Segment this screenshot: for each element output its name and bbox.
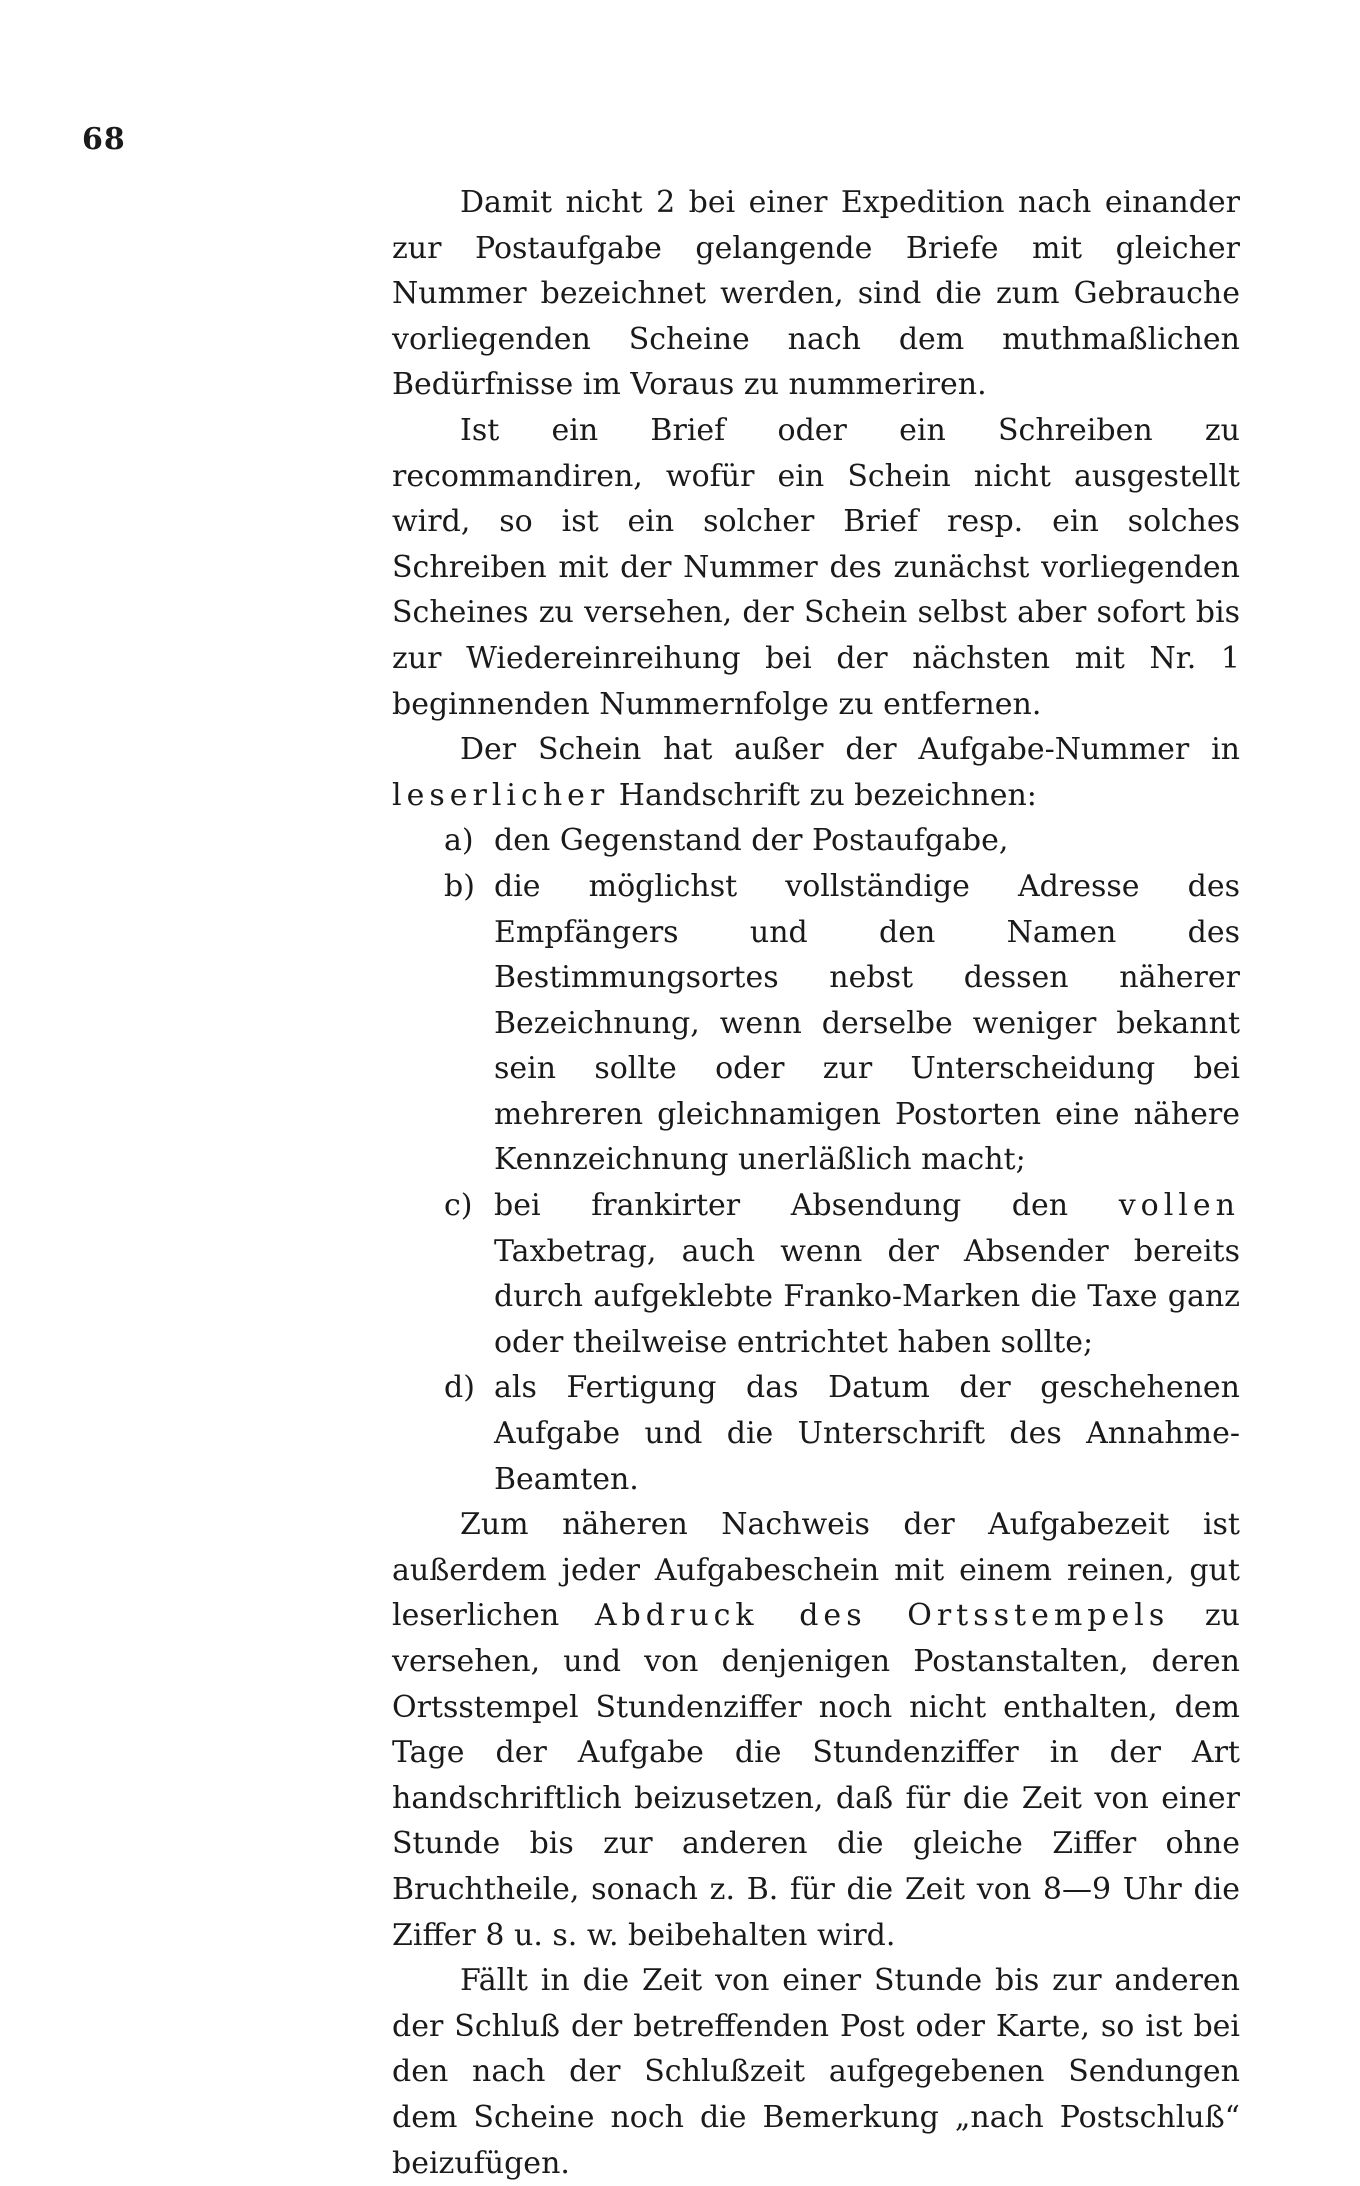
paragraph-schein-intro <box>392 727 1240 818</box>
stamp-text-before: Zum näheren Nachweis der Aufgabezeit ist außerdem jeder Aufgabeschein mit einem reinen, gut leserlichen <box>392 1507 1240 1634</box>
stamp-spaced-phrase: Abdruck des Ortsstempels <box>594 1598 1170 1634</box>
list-text-c-after: Taxbetrag, auch wenn der Absender bereits durch aufgeklebte Franko-Marken die Taxe ganz oder theilweise entrichtet haben sollte; <box>494 1233 1240 1360</box>
list-text-c-before: bei frankirter Absendung den <box>494 1188 1119 1224</box>
intro-text-before: Der Schein hat außer der Aufgabe-Nummer in <box>460 732 1240 768</box>
list-item-b <box>392 864 1240 1183</box>
list-item-a <box>392 818 1240 864</box>
list-text-b: die möglichst vollständige Adresse des Empfängers und den Namen des Bestimmungsortes nebst dessen näherer Bezeichnung, wenn derselbe weniger bekannt sein sollte oder zur Unterscheidung bei mehreren gleichnamigen Postorten eine nähere Kennzeichnung unerläßlich macht; <box>494 868 1240 1178</box>
intro-spaced-word: leserlicher <box>392 777 610 813</box>
list-text-d: als Fertigung das Datum der geschehenen Aufgabe und die Unterschrift des Annahme-Beamten. <box>494 1370 1240 1497</box>
paragraph-stamp <box>392 1502 1240 1958</box>
list-marker-d: d) <box>444 1370 475 1406</box>
list-item-d <box>392 1365 1240 1502</box>
list-marker-a: a) <box>444 823 474 859</box>
page-number: 68 <box>82 122 126 157</box>
paragraph-numbering: Damit nicht 2 bei einer Expedition nach einander zur Postaufgabe gelangende Briefe mit gleicher Nummer bezeichnet werden, sind die zum Gebrauche vorliegenden Scheine nach dem muthmaßlichen Bedürfnisse im Voraus zu nummeriren. <box>392 185 1240 403</box>
list-text-a: den Gegenstand der Postaufgabe, <box>494 823 1009 859</box>
intro-text-after: Handschrift zu bezeichnen: <box>609 777 1037 813</box>
paragraph-recommandation: Ist ein Brief oder ein Schreiben zu recommandiren, wofür ein Schein nicht ausgestellt wird, so ist ein solcher Brief resp. ein solches Schreiben mit der Nummer des zunächst vorliegenden Scheines zu versehen, der Schein selbst aber sofort bis zur Wiedereinreihung bei der nächsten mit Nr. 1 beginnenden Nummernfolge zu entfernen. <box>392 412 1240 722</box>
stamp-text-after: zu versehen, und von denjenigen Postanstalten, deren Ortsstempel Stundenziffer noch nicht enthalten, dem Tage der Aufgabe die Stundenziffer in der Art handschriftlich beizusetzen, daß für die Zeit von einer Stunde bis zur anderen die gleiche Ziffer ohne Bruchtheile, sonach z. B. für die Zeit von 8—9 Uhr die Ziffer 8 u. s. w. beibehalten wird. <box>392 1598 1240 1953</box>
paragraph-postschluss: Fällt in die Zeit von einer Stunde bis zur anderen der Schluß der betreffenden Post oder Karte, so ist bei den nach der Schlußzeit aufgegebenen Sendungen dem Scheine noch die Bemerkung „nach Postschluß“ beizufügen. <box>392 1963 1240 2181</box>
body-text <box>392 180 1240 2186</box>
requirements-list <box>392 818 1240 1502</box>
list-text-c-spaced: vollen <box>1118 1188 1240 1224</box>
list-item-c <box>392 1183 1240 1365</box>
list-marker-c: c) <box>444 1188 473 1224</box>
list-marker-b: b) <box>444 868 475 904</box>
